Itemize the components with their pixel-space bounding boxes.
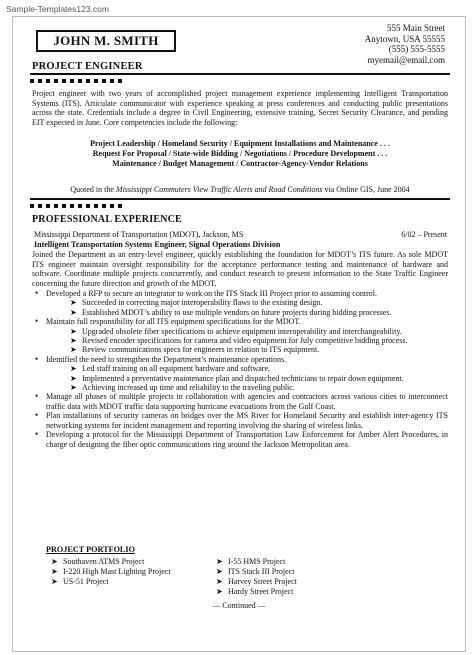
arrow-icon: ➤ xyxy=(216,567,223,576)
arrow-icon: ➤ xyxy=(216,577,223,586)
portfolio-title: PROJECT PORTFOLIO xyxy=(46,545,135,554)
sub-accomplishment: ➤ Achieving increased up time and reliability to the traveling public. xyxy=(70,383,295,393)
portfolio-item: ➤ Harvey Street Project xyxy=(216,577,297,586)
arrow-icon: ➤ xyxy=(216,557,223,566)
employer-name: Mississippi Department of Transportation (MDOT), Jackson, MS xyxy=(34,230,244,239)
arrow-icon: ➤ xyxy=(70,373,77,383)
phone-number: (555) 555-5555 xyxy=(388,44,445,54)
arrow-icon: ➤ xyxy=(51,557,58,566)
bullet-icon: • xyxy=(35,288,39,298)
candidate-name: JOHN M. SMITH xyxy=(36,30,176,52)
portfolio-item: ➤ I-55 HMS Project xyxy=(216,557,286,566)
competency-line: Project Leadership / Homeland Security / Equipment Installations and Maintenance . . . xyxy=(90,139,390,148)
summary-paragraph: Project engineer with two years of accomplished project management experience implementing Intelligent Transportation Systems (ITS). Articulate communicator with experience speaking at press conferences and conducting public presentations across the state. Credentials include a degree in Civil Engineering, extensive training, Secret Security Clearance, and pending EIT expected in June. Core competencies include the following: xyxy=(32,89,448,127)
arrow-icon: ➤ xyxy=(70,364,77,374)
sub-accomplishment: ➤ Implemented a preventative maintenance plan and dispatched technicians to repair down equipment. xyxy=(70,373,404,383)
accomplishment-item: • Developed a RFP to secure an integrator to work on the ITS Stack III Project prior to assuming control. ➤ Succeeded in correcting major interoperability flaws to the existing design. ➤ Established MDOT’s ability to use multiple vendors on future projects during bidding processes. xyxy=(32,289,448,317)
decorative-squares xyxy=(30,79,140,83)
arrow-icon: ➤ xyxy=(70,298,77,308)
sub-accomplishment: ➤ Upgraded obsolete fiber specifications to achieve equipment interoperability and interchangeability. xyxy=(70,326,402,336)
portfolio-item: ➤ US-51 Project xyxy=(51,577,109,586)
arrow-icon: ➤ xyxy=(70,383,77,393)
bullet-icon: • xyxy=(35,410,39,421)
bullet-icon: • xyxy=(35,391,39,402)
arrow-icon: ➤ xyxy=(70,345,77,355)
arrow-icon: ➤ xyxy=(70,326,77,336)
job-title: PROJECT ENGINEER xyxy=(32,61,143,72)
arrow-icon: ➤ xyxy=(70,336,77,346)
arrow-icon: ➤ xyxy=(216,587,223,596)
employment-dates: 6/02 – Present xyxy=(401,230,447,239)
address-line-1: 555 Main Street xyxy=(387,23,445,33)
contact-block xyxy=(365,23,445,65)
sub-accomplishment: ➤ Review communications specs for engineers in relation to ITS equipment. xyxy=(70,345,320,355)
bullet-icon: • xyxy=(35,316,39,327)
publication-title: Mississippi Commuters View Traffic Alerts and Road Conditions xyxy=(115,185,323,194)
address-line-2: Anytown, USA 55555 xyxy=(364,33,445,44)
portfolio-item: ➤ ITS Stack III Project xyxy=(216,567,295,576)
arrow-icon: ➤ xyxy=(51,577,58,586)
sub-accomplishment: ➤ Revised encoder specifications for camera and video equipment for July competitive bidding process. xyxy=(70,336,408,346)
portfolio-item: ➤ Hardy Street Project xyxy=(216,587,294,596)
continued-footer: — Continued — xyxy=(212,601,266,610)
arrow-icon: ➤ xyxy=(51,567,58,576)
site-watermark: Sample-Templates123.com xyxy=(6,4,109,14)
accomplishment-list xyxy=(32,289,448,449)
project-portfolio xyxy=(51,557,381,597)
accomplishment-item: • Identified the need to strengthen the Department’s maintenance operations. ➤ Led staff training on all equipment hardware and software. ➤ Implemented a preventative maintenance plan and dispatched technicians to repair down equipment. ➤ Achieving increased up time and reliability to the traveling public. xyxy=(32,355,448,393)
portfolio-item: ➤ Southaven ATMS Project xyxy=(51,557,145,566)
divider-rule xyxy=(30,198,450,200)
accomplishment-item: • Maintain full responsibility for all ITS equipment specifications for the MDOT. ➤ Upgraded obsolete fiber specifications to achieve equipment interoperability and interchangeability. ➤ Revised encoder specifications for camera and video equipment for July competitive bidding process. ➤ Review communications specs for engineers in relation to ITS equipment. xyxy=(32,317,448,355)
bullet-icon: • xyxy=(35,353,39,364)
sub-accomplishment: ➤ Succeeded in correcting major interoperability flaws to the existing design. xyxy=(70,298,323,308)
bullet-icon: • xyxy=(35,429,39,440)
role-title: Intelligent Transportation Systems Engineer, Signal Operations Division xyxy=(34,240,281,249)
arrow-icon: ➤ xyxy=(70,307,77,317)
decorative-squares xyxy=(30,204,140,208)
resume-page xyxy=(12,16,466,652)
core-competencies xyxy=(32,139,448,168)
press-quote: Quoted in the Mississippi Commuters View Traffic Alerts and Road Conditions via Online GIS, June 2004 xyxy=(70,185,410,194)
accomplishment-item: • Developing a protocol for the Mississippi Department of Transportation Law Enforcement for Amber Alert Procedures, in charge of designing the fiber optic communications ring around the Jackson Metropolitan area. xyxy=(35,429,448,449)
role-summary: Joined the Department as an entry-level engineer, quickly establishing the foundation for MDOT’s ITS future. As sole MDOT ITS engineer maintain oversight responsibility for the acceptance performance testing and maintenance of hardware and software. Coordinate multiple projects concurrently, and conduct research to present information to the State Traffic Engineer concerning the future direction and growth of the MDOT. xyxy=(32,250,448,288)
accomplishment-item: • Manage all phases of multiple projects in collaboration with agencies and contractors across various cities to interconnect traffic data with MDOT traffic data supporting hurricane evacuations from the Gulf Coast. xyxy=(35,391,448,411)
sub-accomplishment: ➤ Led staff training on all equipment hardware and software. xyxy=(70,364,271,374)
section-title-experience: PROFESSIONAL EXPERIENCE xyxy=(32,214,182,225)
email-address: myemail@email.com xyxy=(367,54,445,65)
portfolio-item: ➤ I-220 High Mast Lighting Project xyxy=(51,567,171,576)
competency-line: Request For Proposal / State-wide Bidding / Negotiations / Procedure Development . . . xyxy=(92,148,388,158)
divider-rule xyxy=(30,73,450,75)
portfolio-spacer xyxy=(51,587,206,597)
competency-line: Maintenance / Budget Management / Contractor-Agency-Vendor Relations xyxy=(112,158,368,168)
accomplishment-item: • Plan installations of security cameras on bridges over the MS River for Homeland Security and establish inter-agency ITS networking systems for incident management and reporting involving the sharing of wireless links. xyxy=(35,410,448,430)
sub-accomplishment: ➤ Established MDOT’s ability to use multiple vendors on future projects during bidding processes. xyxy=(70,307,392,317)
